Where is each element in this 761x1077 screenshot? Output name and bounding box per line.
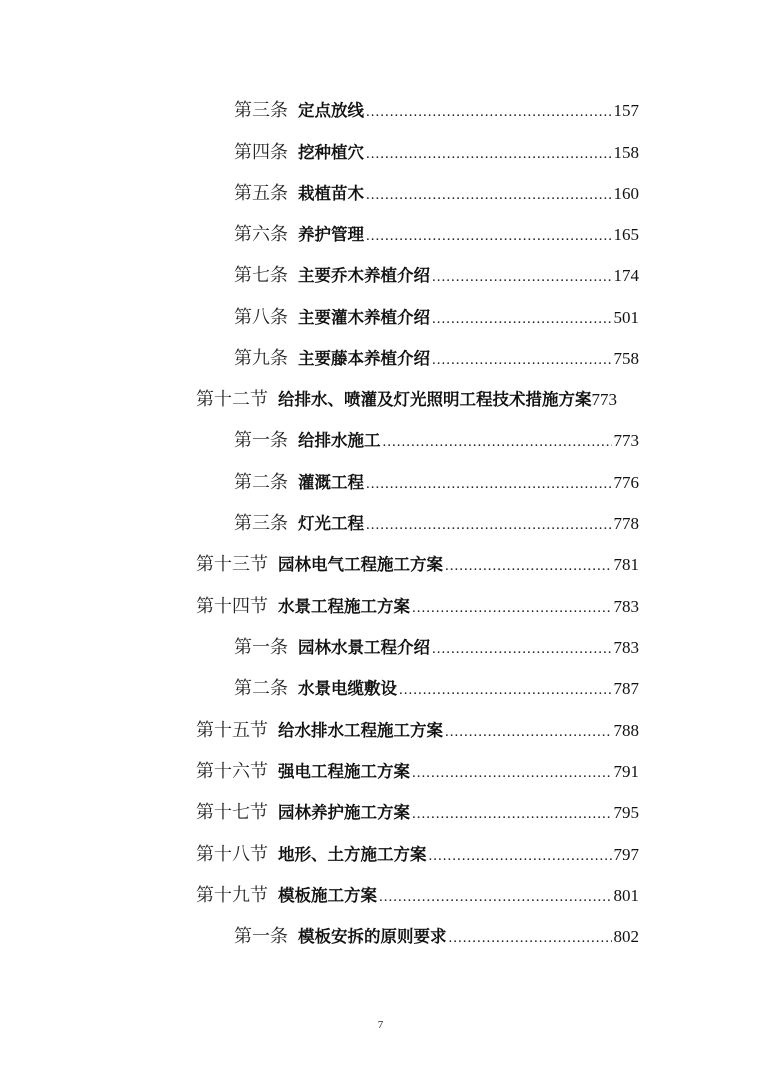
toc-entry-number: 第十六节 <box>196 761 268 781</box>
dot-leader <box>429 841 612 871</box>
dot-leader <box>432 634 612 664</box>
toc-entry[interactable] <box>196 880 639 910</box>
dot-leader <box>432 304 612 334</box>
toc-entry-page: 788 <box>613 721 639 740</box>
toc-entry-title: 园林水景工程介绍 <box>298 638 430 657</box>
toc-entry[interactable] <box>196 756 639 786</box>
dot-leader <box>366 180 612 210</box>
toc-entry-number: 第八条 <box>234 307 288 327</box>
toc-entry-title: 水景工程施工方案 <box>278 597 410 616</box>
toc-entry[interactable] <box>234 302 639 332</box>
toc-entry[interactable] <box>234 95 639 125</box>
dot-leader <box>432 262 612 292</box>
dot-leader <box>379 882 612 912</box>
toc-entry-page: 174 <box>613 266 639 285</box>
toc-entry[interactable] <box>234 178 639 208</box>
toc-entry[interactable] <box>196 839 639 869</box>
toc-entry-page: 797 <box>613 845 639 864</box>
toc-entry-page: 776 <box>613 473 639 492</box>
toc-entry-title: 园林养护施工方案 <box>278 803 410 822</box>
toc-entry-number: 第十三节 <box>196 554 268 574</box>
toc-entry[interactable] <box>234 343 639 373</box>
toc-entry-number: 第十八节 <box>196 844 268 864</box>
toc-entry-page: 795 <box>613 803 639 822</box>
dot-leader <box>383 427 612 457</box>
toc-entry-number: 第二条 <box>234 472 288 492</box>
toc-entry-page: 165 <box>613 225 639 244</box>
toc-entry-title: 模板安拆的原则要求 <box>298 927 447 946</box>
toc-entry-number: 第七条 <box>234 265 288 285</box>
toc-entry-page: 791 <box>613 762 639 781</box>
toc-entry[interactable] <box>196 549 639 579</box>
toc-entry-page: 773 <box>591 390 617 409</box>
toc-entry-number: 第十九节 <box>196 885 268 905</box>
toc-entry-page: 783 <box>613 597 639 616</box>
toc-entry-title: 主要藤本养植介绍 <box>298 349 430 368</box>
dot-leader <box>412 593 612 623</box>
toc-entry-title: 主要灌木养植介绍 <box>298 308 430 327</box>
toc-entry[interactable] <box>234 921 639 951</box>
toc-entry-title: 栽植苗木 <box>298 184 364 203</box>
dot-leader <box>366 139 612 169</box>
toc-entry-page: 160 <box>613 184 639 203</box>
toc-entry-page: 802 <box>613 927 639 946</box>
toc-entry-title: 灌溉工程 <box>298 473 364 492</box>
toc-entry-title: 强电工程施工方案 <box>278 762 410 781</box>
toc-entry-number: 第一条 <box>234 430 288 450</box>
toc-entry[interactable] <box>196 715 639 745</box>
toc-entry-page: 157 <box>613 101 639 120</box>
toc-entry-title: 水景电缆敷设 <box>298 679 397 698</box>
toc-entry-title: 挖种植穴 <box>298 143 364 162</box>
toc-entry-page: 773 <box>613 431 639 450</box>
dot-leader <box>412 799 612 829</box>
dot-leader <box>445 551 612 581</box>
toc-entry-page: 158 <box>613 143 639 162</box>
dot-leader <box>366 97 612 127</box>
toc-entry-title: 给排水、喷灌及灯光照明工程技术措施方案 <box>278 390 592 409</box>
toc-entry-number: 第三条 <box>234 513 288 533</box>
toc-entry[interactable] <box>234 137 639 167</box>
toc-entry-page: 783 <box>613 638 639 657</box>
toc-entry[interactable] <box>234 219 639 249</box>
toc-entry-number: 第十五节 <box>196 720 268 740</box>
toc-entry-title: 灯光工程 <box>298 514 364 533</box>
toc-entry[interactable] <box>234 260 639 290</box>
toc-entry-title: 定点放线 <box>298 101 364 120</box>
toc-entry-number: 第三条 <box>234 100 288 120</box>
toc-entry-number: 第一条 <box>234 926 288 946</box>
toc-entry-page: 778 <box>613 514 639 533</box>
toc-entry-number: 第六条 <box>234 224 288 244</box>
dot-leader <box>412 758 612 788</box>
toc-entry-title: 园林电气工程施工方案 <box>278 555 443 574</box>
toc-entry-title: 养护管理 <box>298 225 364 244</box>
toc-entry-title: 主要乔木养植介绍 <box>298 266 430 285</box>
toc-entry[interactable] <box>234 425 639 455</box>
page-number: 7 <box>377 1019 384 1031</box>
toc-entry-title: 模板施工方案 <box>278 886 377 905</box>
toc-entry[interactable] <box>234 673 639 703</box>
dot-leader <box>449 923 612 953</box>
dot-leader <box>366 469 612 499</box>
dot-leader <box>432 345 612 375</box>
toc-entry-page: 801 <box>613 886 639 905</box>
toc-entry[interactable] <box>196 797 639 827</box>
dot-leader <box>399 675 612 705</box>
dot-leader <box>445 717 612 747</box>
toc-entry-number: 第五条 <box>234 183 288 203</box>
dot-leader <box>366 510 612 540</box>
toc-entry-title: 地形、土方施工方案 <box>278 845 427 864</box>
toc-entry-number: 第四条 <box>234 142 288 162</box>
toc-entry[interactable] <box>196 384 639 414</box>
toc-entry-number: 第十二节 <box>196 389 268 409</box>
toc-entry-number: 第九条 <box>234 348 288 368</box>
toc-entry[interactable] <box>196 591 639 621</box>
toc-entry-number: 第二条 <box>234 678 288 698</box>
toc-entry-number: 第十四节 <box>196 596 268 616</box>
toc-entry[interactable] <box>234 508 639 538</box>
toc-entry-page: 501 <box>613 308 639 327</box>
toc-entry-page: 787 <box>613 679 639 698</box>
toc-entry-number: 第十七节 <box>196 802 268 822</box>
toc-entry-title: 给水排水工程施工方案 <box>278 721 443 740</box>
toc-entry-title: 给排水施工 <box>298 431 381 450</box>
toc-entry[interactable] <box>234 467 639 497</box>
dot-leader <box>366 221 612 251</box>
toc-entry-page: 781 <box>613 555 639 574</box>
toc-entry-number: 第一条 <box>234 637 288 657</box>
toc-entry[interactable] <box>234 632 639 662</box>
toc-entry-page: 758 <box>613 349 639 368</box>
